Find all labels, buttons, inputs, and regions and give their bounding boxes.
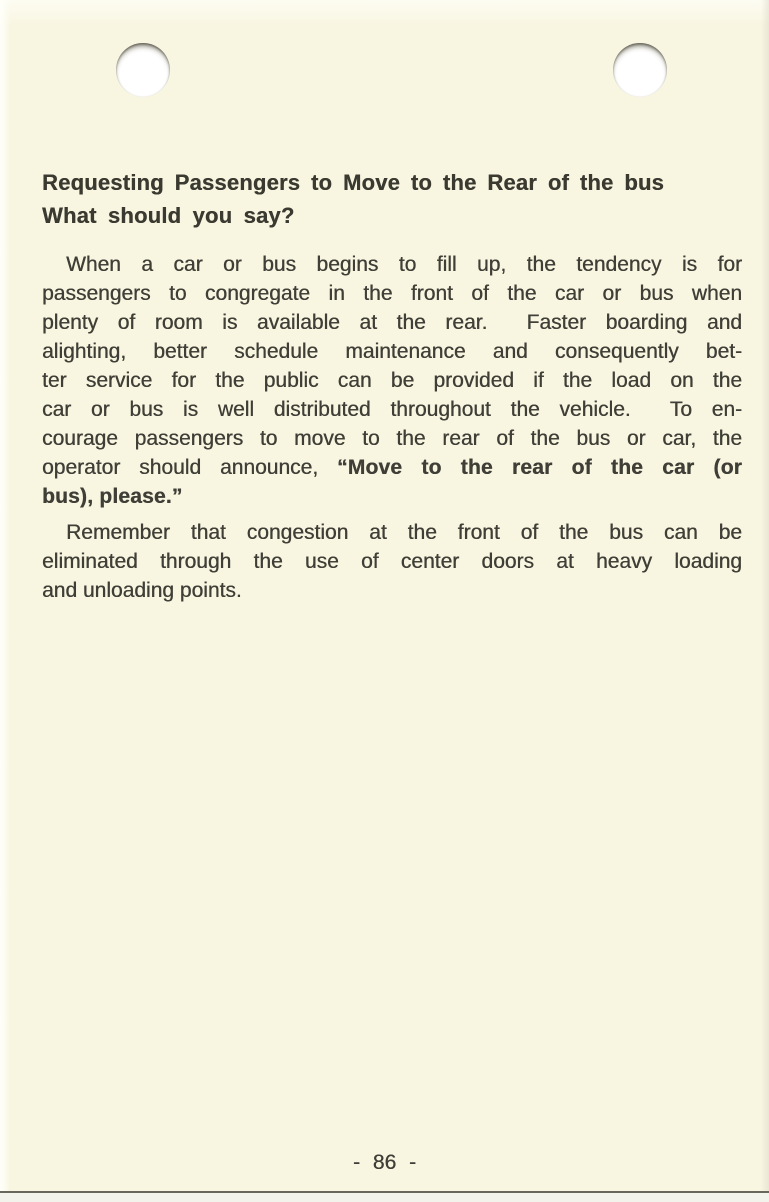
paragraph [42,518,742,605]
page-bottom-edge [0,1191,769,1202]
document-body [42,250,742,605]
text-segment: passengers to congregate in the front of the car or bus when [42,282,742,305]
text-line [42,279,742,308]
punch-hole-left [116,43,170,97]
page-number: - 86 - [352,1151,416,1174]
heading-line-2: What should you say? [42,203,295,228]
punch-hole-right [613,43,667,97]
text-segment: When a car or bus begins to fill up, the tendency is for [66,253,742,276]
text-segment: courage passengers to move to the rear of the bus or car, the [42,427,742,450]
text-line [42,395,742,424]
text-line [42,576,742,605]
text-segment: Remember that congestion at the front of the bus can be [66,521,742,544]
text-line [42,453,742,482]
text-segment: plenty of room is available at the rear. Faster boarding and [42,311,742,334]
text-line [42,250,742,279]
paragraph [42,250,742,511]
text-line [42,482,742,511]
text-segment: “Move to the rear of the car (or [337,456,742,479]
text-segment: car or bus is well distributed throughout the vehicle. To en- [42,398,742,421]
text-line [42,518,742,547]
text-segment: operator should announce, [42,456,337,479]
text-line [42,547,742,576]
text-segment: alighting, better schedule maintenance and consequently bet- [42,340,742,363]
text-line [42,366,742,395]
text-line [42,337,742,366]
text-line [42,308,742,337]
text-segment: bus), please.” [42,485,183,508]
text-segment: ter service for the public can be provided if the load on the [42,369,742,392]
heading-line-1: Requesting Passengers to Move to the Rear of the bus [42,170,664,195]
page-footer [0,1148,769,1177]
text-segment: eliminated through the use of center doors at heavy loading [42,550,742,573]
text-segment: and unloading points. [42,579,242,602]
text-line [42,424,742,453]
section-heading [42,166,664,232]
